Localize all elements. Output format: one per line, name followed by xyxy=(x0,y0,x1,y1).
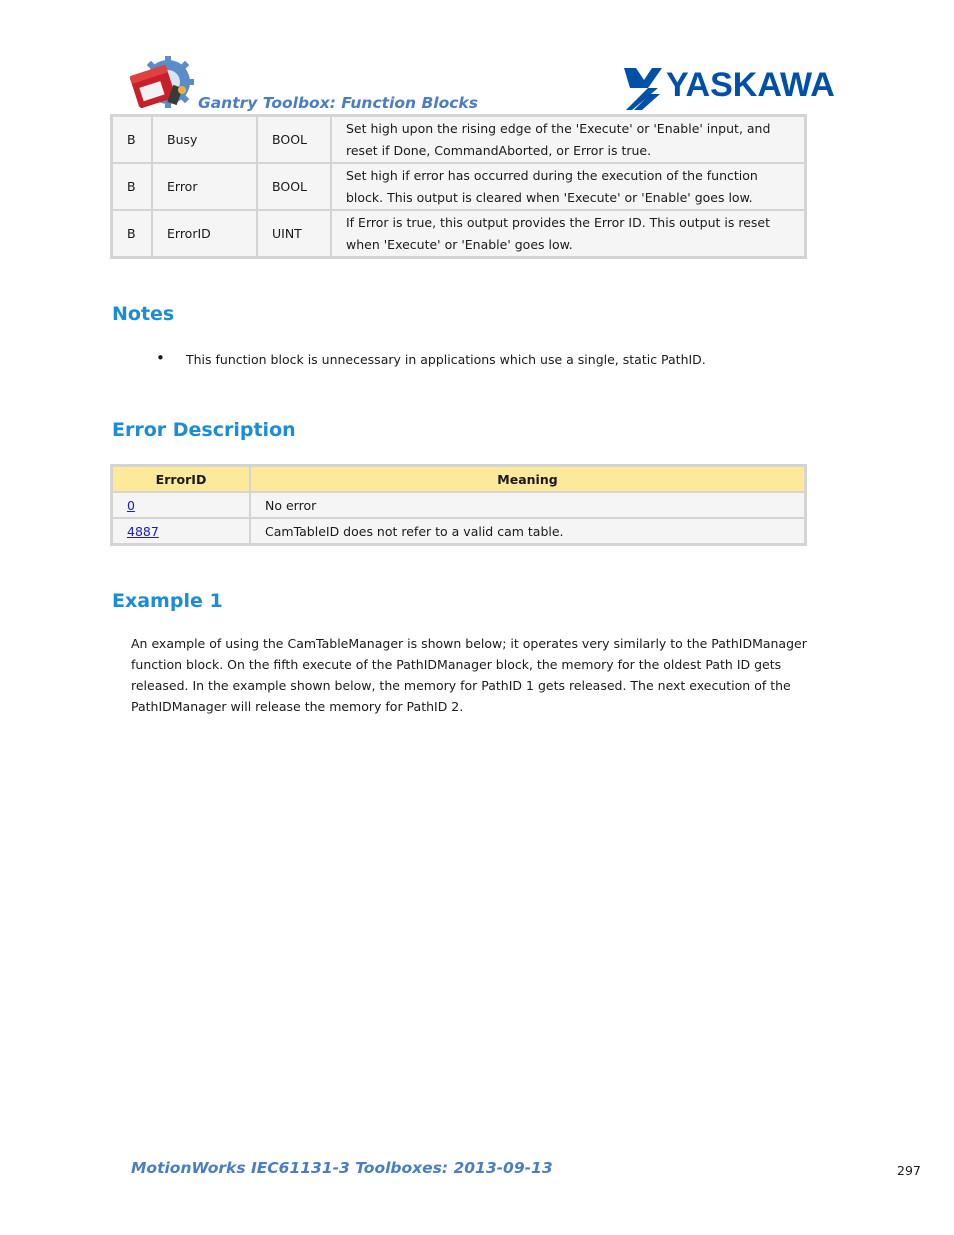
table-row xyxy=(112,210,805,257)
io-type-cell: B xyxy=(112,210,152,257)
table-row xyxy=(112,492,805,518)
column-header-meaning: Meaning xyxy=(250,466,805,492)
example-heading: Example 1 xyxy=(112,590,223,612)
table-row xyxy=(112,163,805,210)
notes-item: This function block is unnecessary in applications which use a single, static PathID. xyxy=(186,352,706,367)
error-code-cell xyxy=(112,492,250,518)
error-meaning-cell: No error xyxy=(250,492,805,518)
notes-heading: Notes xyxy=(112,303,175,325)
header-title: Gantry Toolbox: Function Blocks xyxy=(198,94,478,112)
error-meaning-cell: CamTableID does not refer to a valid cam table. xyxy=(250,518,805,544)
yaskawa-logo-icon xyxy=(622,66,844,112)
io-name-cell: Error xyxy=(152,163,257,210)
io-name-cell: ErrorID xyxy=(152,210,257,257)
example-paragraph: An example of using the CamTableManager is shown below; it operates very similarly to the PathIDManager function block. On the fifth execute of the PathIDManager block, the memory for the oldest Path ID gets released. In the example shown below, the memory for PathID 1 gets released. The next execution of the PathIDManager will release the memory for PathID 2. xyxy=(131,636,807,714)
table-row xyxy=(112,116,805,163)
error-code-cell xyxy=(112,518,250,544)
error-code-link[interactable]: 0 xyxy=(127,497,135,513)
page-number: 297 xyxy=(897,1163,921,1178)
io-type-cell: B xyxy=(112,163,152,210)
io-type-cell: B xyxy=(112,116,152,163)
io-datatype-cell: BOOL xyxy=(257,116,331,163)
yaskawa-logo-text: YASKAWA xyxy=(666,66,835,104)
error-table xyxy=(110,464,807,546)
io-name-cell: Busy xyxy=(152,116,257,163)
error-description-heading: Error Description xyxy=(112,419,296,441)
table-header-row xyxy=(112,466,805,492)
io-description-cell: If Error is true, this output provides the Error ID. This output is reset when 'Execute' or 'Enable' goes low. xyxy=(331,210,805,257)
io-description-cell: Set high if error has occurred during the execution of the function block. This output is cleared when 'Execute' or 'Enable' goes low. xyxy=(331,163,805,210)
yaskawa-logo xyxy=(622,66,844,112)
gear-toolbox-icon xyxy=(130,56,200,112)
gantry-toolbox-logo xyxy=(130,56,200,112)
io-datatype-cell: UINT xyxy=(257,210,331,257)
bullet-icon: • xyxy=(156,349,165,367)
error-code-link[interactable]: 4887 xyxy=(127,523,159,539)
outputs-table xyxy=(110,114,807,259)
column-header-errorid: ErrorID xyxy=(112,466,250,492)
io-description-cell: Set high upon the rising edge of the 'Execute' or 'Enable' input, and reset if Done, CommandAborted, or Error is true. xyxy=(331,116,805,163)
footer-title: MotionWorks IEC61131-3 Toolboxes: 2013-09-13 xyxy=(131,1159,553,1177)
io-datatype-cell: BOOL xyxy=(257,163,331,210)
table-row xyxy=(112,518,805,544)
